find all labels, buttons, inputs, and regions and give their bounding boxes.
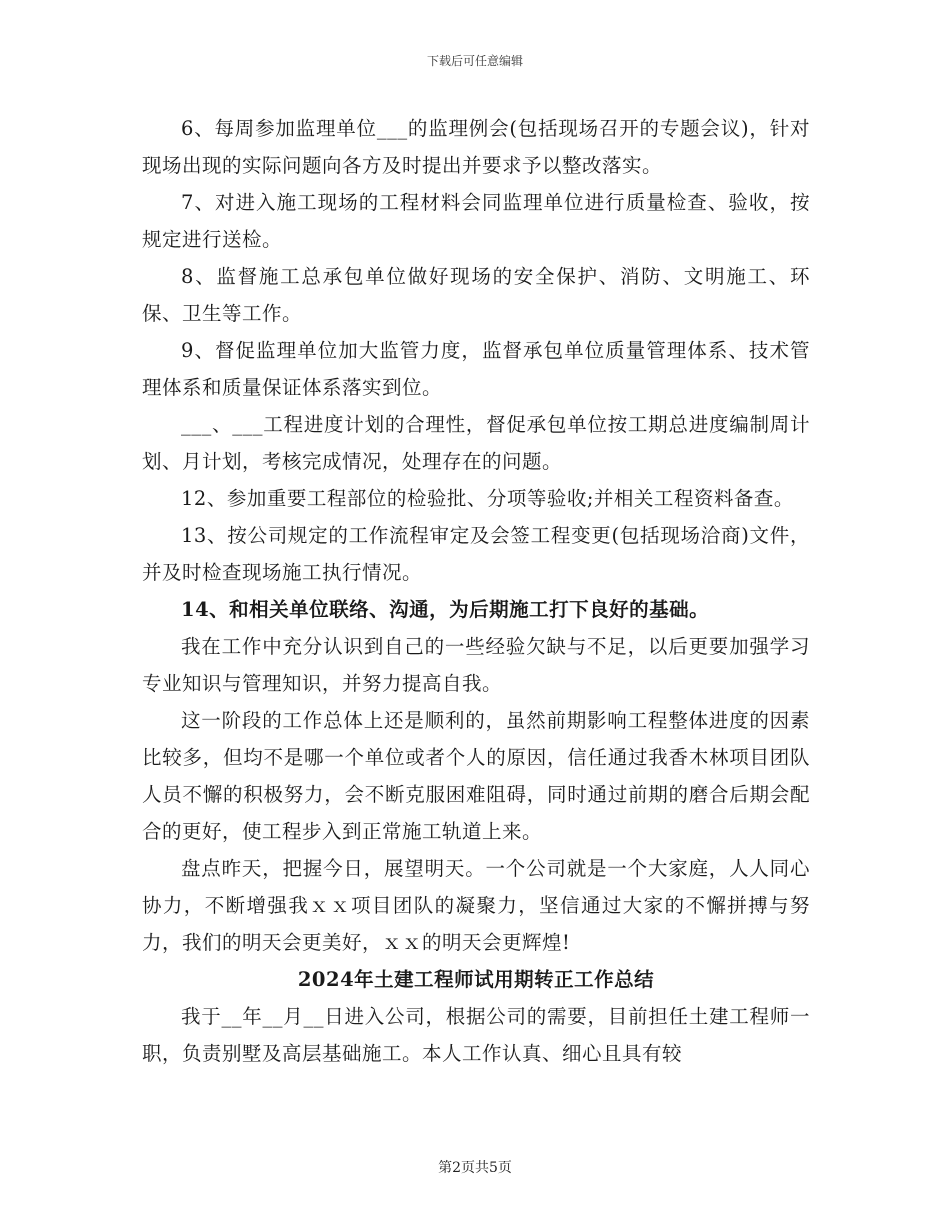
- paragraph-closing: 盘点昨天，把握今日，展望明天。一个公司就是一个大家庭，人人同心协力，不断增强我ｘｘ项目团队的凝聚力，坚信通过大家的不懈拼搏与努力，我们的明天会更美好，ｘｘ的明天会更辉煌!: [142, 857, 810, 954]
- paragraph-reflection: 我在工作中充分认识到自己的一些经验欠缺与不足，以后更要加强学习专业知识与管理知识，并努力提高自我。: [142, 635, 810, 695]
- paragraph-item-14: 14、和相关单位联络、沟通，为后期施工打下良好的基础。: [181, 598, 710, 621]
- paragraph-progress: 这一阶段的工作总体上还是顺利的，虽然前期影响工程整体进度的因素比较多，但均不是哪一个单位或者个人的原因，信任通过我香木林项目团队人员不懈的积极努力，会不断克服困难阻碍，同时通过前期的磨合后期会配合的更好，使工程步入到正常施工轨道上来。: [142, 709, 810, 843]
- page-number: 第2页共5页: [438, 1160, 512, 1176]
- paragraph-item-11: ___、___工程进度计划的合理性，督促承包单位按工期总进度编制周计划、月计划，考核完成情况，处理存在的问题。: [142, 413, 810, 473]
- page-header-note: 下载后可任意编辑: [426, 54, 523, 68]
- section-title: 2024年土建工程师试用期转正工作总结: [297, 968, 655, 991]
- paragraph-intro: 我于__年__月__日进入公司，根据公司的需要，目前担任土建工程师一职，负责别墅及高层基础施工。本人工作认真、细心且具有较: [142, 1005, 810, 1065]
- paragraph-item-7: 7、对进入施工现场的工程材料会同监理单位进行质量检查、验收，按规定进行送检。: [142, 191, 810, 251]
- paragraph-item-8: 8、监督施工总承包单位做好现场的安全保护、消防、文明施工、环保、卫生等工作。: [142, 265, 810, 325]
- document-body: [142, 110, 810, 1072]
- paragraph-item-9: 9、督促监理单位加大监管力度，监督承包单位质量管理体系、技术管理体系和质量保证体系落实到位。: [142, 339, 810, 399]
- paragraph-item-13: 13、按公司规定的工作流程审定及会签工程变更(包括现场洽商)文件，并及时检查现场施工执行情况。: [142, 524, 810, 584]
- paragraph-item-12: 12、参加重要工程部位的检验批、分项等验收;并相关工程资料备查。: [181, 487, 794, 510]
- paragraph-item-6: 6、每周参加监理单位___的监理例会(包括现场召开的专题会议)，针对现场出现的实际问题向各方及时提出并要求予以整改落实。: [142, 117, 810, 177]
